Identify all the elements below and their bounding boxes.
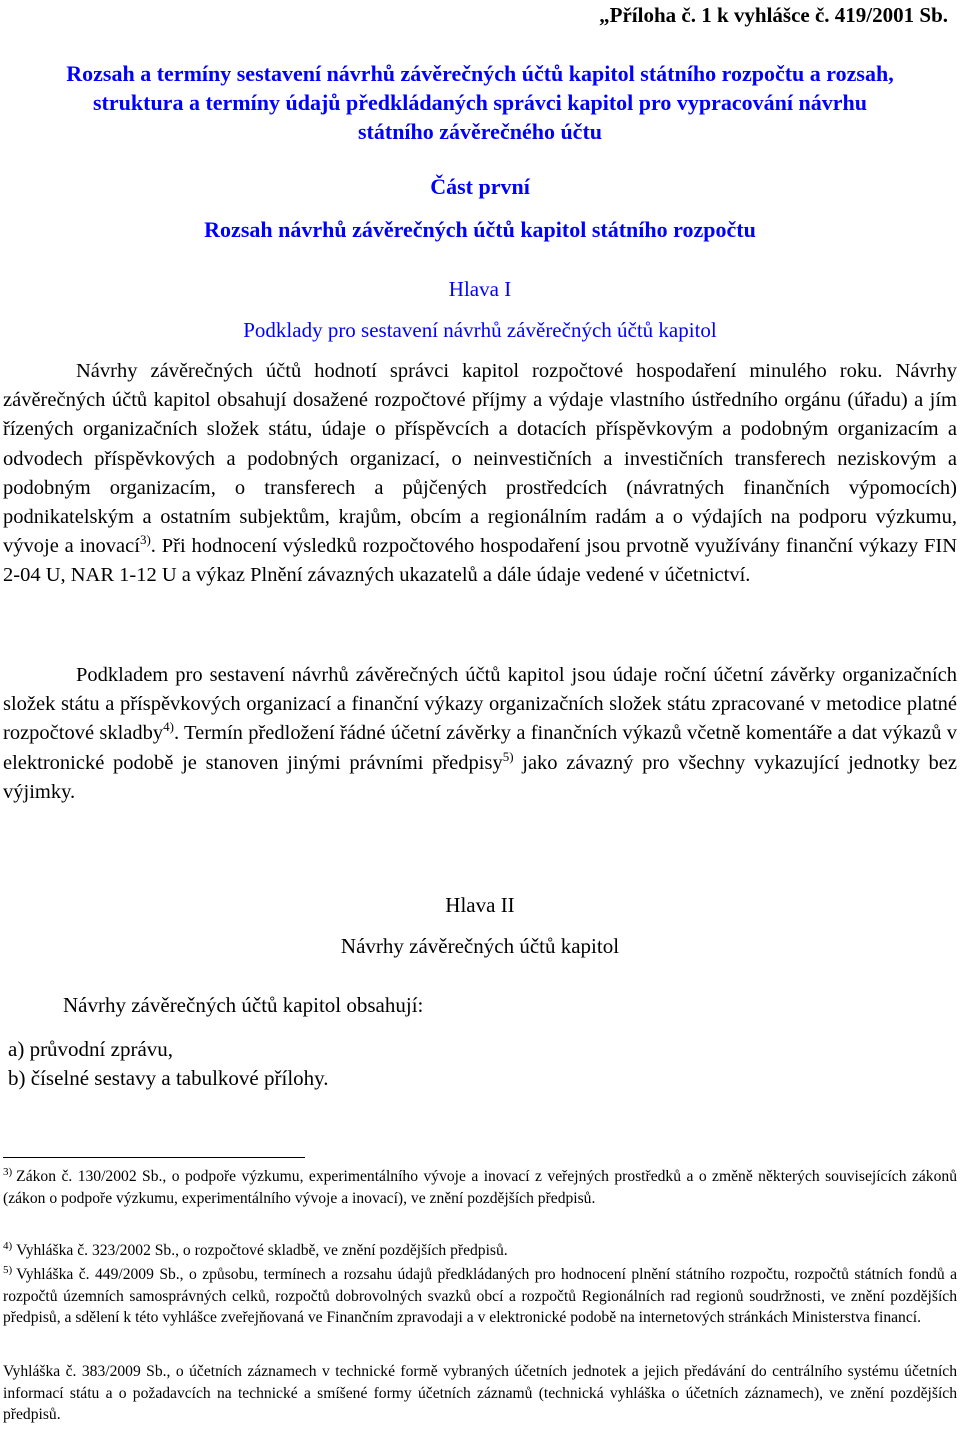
footnote-ref-5: 5)	[502, 748, 514, 764]
document-title	[0, 59, 960, 146]
hlava-2-subtitle: Návrhy závěrečných účtů kapitol	[340, 934, 620, 958]
footnote-3-mark: 3)	[3, 1165, 13, 1178]
title-line-1: Rozsah a termíny sestavení návrhů závěrečných účtů kapitol státního rozpočtu a rozsah,	[66, 61, 894, 86]
part-one-subtitle: Rozsah návrhů závěrečných účtů kapitol státního rozpočtu	[204, 217, 756, 242]
hlava-2-intro: Návrhy závěrečných účtů kapitol obsahují:	[63, 993, 424, 1017]
footnote-5	[3, 1264, 957, 1329]
footnote-5-text-2: Vyhláška č. 383/2009 Sb., o účetních záznamech v technické formě vybraných účetních jednotek a jejich předávání do centrálního systému účetních informací státu a o požadavcích na technické a smíšené formy účetních záznamů (technická vyhláška o účetních záznamech), ve znění pozdějších předpisů.	[3, 1363, 957, 1424]
paragraph-1-text-a: Návrhy závěrečných účtů hodnotí správci kapitol rozpočtové hospodaření minulého roku. Návrhy závěrečných účtů kapitol obsahují dosažené rozpočtové příjmy a výdaje vlastního ústředního orgánu (úřadu) a jím řízených organizačních složek státu, údaje o příspěvcích a dotacích příspěvkovým a podobným organizacím a odvodech příspěvkových a podobných organizací, o neinvestičních a investičních transferech neziskovým a podobným organizacím, o transferech a půjčených prostředcích (návratných finančních výpomocích) podnikatelským a ostatním subjektům, krajům, obcím a regionálním radám a o výdajích na podporu výzkumu, vývoje a inovací	[3, 360, 957, 558]
title-line-2: struktura a termíny údajů předkládaných správci kapitol pro vypracování návrhu	[93, 90, 867, 115]
paragraph-2-text-a: Podkladem pro sestavení návrhů závěrečných účtů kapitol jsou údaje roční účetní závěrky organizačních složek státu a příspěvkových organizací a finanční výkazy organizačních složek státu zpracované v metodice platné rozpočtové skladby	[3, 664, 957, 745]
footnote-3	[3, 1166, 957, 1209]
hlava-2-heading: Hlava II	[445, 893, 515, 917]
footnote-4-mark: 4)	[3, 1239, 13, 1252]
list-item-b: b) číselné sestavy a tabulkové přílohy.	[8, 1066, 329, 1090]
footnote-4-text: Vyhláška č. 323/2002 Sb., o rozpočtové skladbě, ve znění pozdějších předpisů.	[16, 1242, 508, 1259]
footnote-5-mark: 5)	[3, 1263, 13, 1276]
footnote-divider	[3, 1157, 305, 1158]
footnote-ref-3: 3)	[139, 532, 151, 548]
footnote-5-continued	[3, 1361, 957, 1426]
footnote-3-text: Zákon č. 130/2002 Sb., o podpoře výzkumu, experimentálního vývoje a inovací z veřejných prostředků a o změně některých souvisejících zákonů (zákon o podpoře výzkumu, experimentálního vývoje a inovací), ve znění pozdějších předpisů.	[3, 1168, 957, 1207]
hlava-1-heading: Hlava I	[448, 277, 512, 301]
list-item-a: a) průvodní zprávu,	[8, 1037, 174, 1061]
part-one-heading: Část první	[430, 174, 530, 199]
annex-reference: „Příloha č. 1 k vyhlášce č. 419/2001 Sb.	[599, 3, 948, 27]
hlava-1-subtitle: Podklady pro sestavení návrhů závěrečných účtů kapitol	[243, 318, 717, 342]
paragraph-1-text-b: . Při hodnocení výsledků rozpočtového hospodaření jsou prvotně využívány finanční výkazy FIN 2-04 U, NAR 1-12 U a výkaz Plnění závazných ukazatelů a dále údaje vedené v účetnictví.	[3, 535, 957, 587]
footnote-5-text: Vyhláška č. 449/2009 Sb., o způsobu, termínech a rozsahu údajů předkládaných pro hodnocení plnění státního rozpočtu, rozpočtů státních fondů a rozpočtů územních samosprávných celků, rozpočtů dobrovolných svazků obcí a rozpočtů Regionálních rad regionů soudržnosti, ve znění pozdějších předpisů, a sdělení k této vyhlášce zveřejňovaná ve Finančním zpravodaji a v elektronické podobě na internetových stránkách Ministerstva financí.	[3, 1266, 957, 1327]
paragraph-2-text-c: jako závazný pro všechny vykazující jednotky bez výjimky.	[3, 751, 957, 803]
footnote-ref-4: 4)	[163, 719, 174, 735]
hlava-1-paragraph-1	[3, 357, 957, 591]
title-line-3: státního závěrečného účtu	[357, 119, 603, 144]
hlava-1-paragraph-2	[3, 661, 957, 807]
paragraph-2-text-b: . Termín předložení řádné účetní závěrky a finančních výkazů včetně komentáře a dat výkazů v elektronické podobě je stanoven jinými právními předpisy	[3, 722, 957, 774]
footnote-4	[3, 1240, 957, 1262]
